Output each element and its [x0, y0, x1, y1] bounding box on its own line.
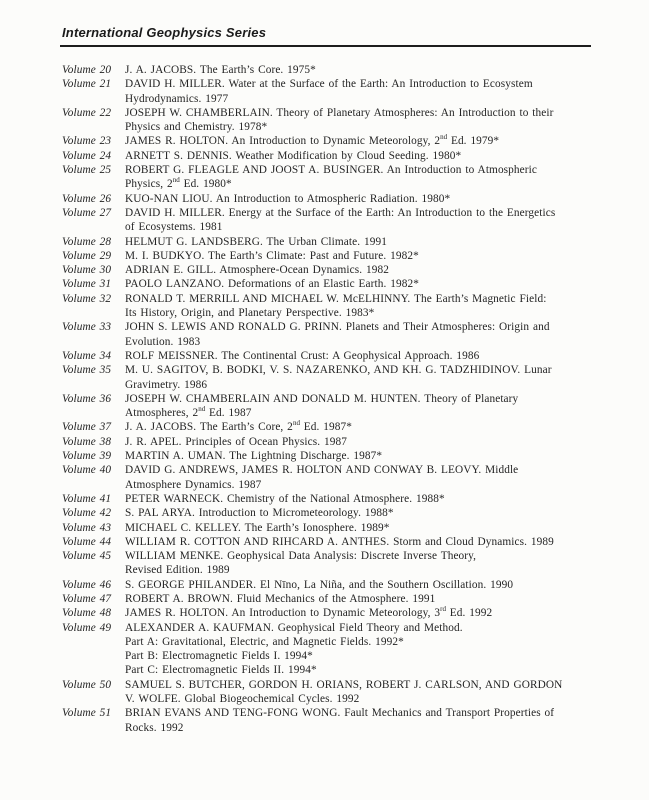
text-line: Part A: Gravitational, Electric, and Magnetic Fields. 1992* [125, 635, 404, 648]
volume-entry [62, 77, 599, 106]
text-line: Hydrodynamics. 1977 [125, 92, 229, 105]
volume-text [125, 392, 599, 421]
volume-label: Volume 31 [62, 278, 112, 291]
volume-label: Volume 42 [62, 507, 112, 520]
volume-label: Volume 28 [62, 235, 112, 248]
volume-entry [62, 392, 599, 421]
volume-label: Volume 50 [62, 678, 112, 691]
volume-label: Volume 43 [62, 521, 112, 534]
text-line: SAMUEL S. BUTCHER, GORDON H. ORIANS, ROBERT J. CARLSON, AND GORDON [125, 678, 563, 691]
text-line: JOSEPH W. CHAMBERLAIN AND DONALD M. HUNTEN. Theory of Planetary [125, 392, 519, 405]
volume-entry [62, 506, 599, 520]
volume-label: Volume 29 [62, 249, 112, 262]
text-line: DAVID H. MILLER. Energy at the Surface of the Earth: An Introduction to the Energetics [125, 206, 556, 219]
text-line: of Ecosystems. 1981 [125, 221, 223, 234]
volume-text [125, 77, 599, 106]
volume-entry [62, 163, 599, 192]
text-line: Physics, 2nd Ed. 1980* [125, 176, 232, 191]
volume-text [125, 235, 599, 249]
volume-label: Volume 40 [62, 464, 112, 477]
volume-text [125, 492, 599, 506]
volume-label: Volume 32 [62, 292, 112, 305]
volume-entry [62, 192, 599, 206]
volume-label: Volume 36 [62, 392, 112, 405]
volume-entry [62, 249, 599, 263]
volume-text [125, 349, 599, 363]
text-line: Evolution. 1983 [125, 335, 201, 348]
header-rule [60, 45, 591, 47]
text-line: ADRIAN E. GILL. Atmosphere-Ocean Dynamics. 1982 [125, 264, 389, 277]
text-line: S. PAL ARYA. Introduction to Micrometeorology. 1988* [125, 507, 394, 520]
volume-label: Volume 44 [62, 535, 112, 548]
volume-text [125, 463, 599, 492]
volume-label: Volume 35 [62, 364, 112, 377]
page-header [62, 26, 599, 47]
volume-text [125, 149, 599, 163]
volume-entry [62, 363, 599, 392]
ordinal-superscript: nd [292, 419, 300, 428]
volume-label: Volume 49 [62, 621, 112, 634]
volume-label: Volume 26 [62, 192, 112, 205]
volume-text [125, 163, 599, 192]
volume-text [125, 449, 599, 463]
text-line: Gravimetry. 1986 [125, 378, 208, 391]
volume-entry [62, 277, 599, 291]
volume-entry [62, 263, 599, 277]
volume-label: Volume 21 [62, 78, 112, 91]
volume-entry [62, 492, 599, 506]
volume-entry [62, 106, 599, 135]
volume-text [125, 578, 599, 592]
series-title: International Geophysics Series [62, 25, 267, 40]
volume-entry [62, 320, 599, 349]
volume-entry [62, 149, 599, 163]
volume-entry [62, 549, 599, 578]
volume-text [125, 521, 599, 535]
volume-entry [62, 592, 599, 606]
volume-entry [62, 449, 599, 463]
volume-entry [62, 435, 599, 449]
volume-entry [62, 63, 599, 77]
volume-text [125, 678, 599, 707]
volume-label: Volume 41 [62, 492, 112, 505]
volume-entry [62, 463, 599, 492]
text-line: Its History, Origin, and Planetary Perspective. 1983* [125, 307, 375, 320]
text-line: V. WOLFE. Global Biogeochemical Cycles. 1992 [125, 693, 360, 706]
text-line: J. R. APEL. Principles of Ocean Physics. 1987 [125, 435, 348, 448]
text-line: Atmosphere Dynamics. 1987 [125, 478, 262, 491]
text-line: JAMES R. HOLTON. An Introduction to Dynamic Meteorology, 2nd Ed. 1979* [125, 133, 500, 148]
text-line: PETER WARNECK. Chemistry of the National Atmosphere. 1988* [125, 492, 445, 505]
volume-label: Volume 30 [62, 264, 112, 277]
volume-label: Volume 38 [62, 435, 112, 448]
volume-entry [62, 134, 599, 148]
ordinal-superscript: nd [440, 133, 448, 142]
volume-text [125, 292, 599, 321]
volume-text [125, 606, 599, 620]
text-line: Physics and Chemistry. 1978* [125, 121, 268, 134]
volume-label: Volume 37 [62, 421, 112, 434]
text-line: ARNETT S. DENNIS. Weather Modification by Cloud Seeding. 1980* [125, 149, 462, 162]
text-line: DAVID H. MILLER. Water at the Surface of the Earth: An Introduction to Ecosystem [125, 78, 533, 91]
text-line: WILLIAM MENKE. Geophysical Data Analysis: Discrete Inverse Theory, [125, 550, 477, 563]
volume-label: Volume 45 [62, 550, 112, 563]
text-line: HELMUT G. LANDSBERG. The Urban Climate. 1991 [125, 235, 387, 248]
text-line: ROBERT G. FLEAGLE AND JOOST A. BUSINGER. An Introduction to Atmospheric [125, 164, 538, 177]
volume-entry [62, 235, 599, 249]
text-line: M. U. SAGITOV, B. BODKI, V. S. NAZARENKO, AND KH. G. TADZHIDINOV. Lunar [125, 364, 552, 377]
text-line: ALEXANDER A. KAUFMAN. Geophysical Field Theory and Method. [125, 621, 463, 634]
volume-text [125, 506, 599, 520]
volume-label: Volume 48 [62, 607, 112, 620]
volume-list [62, 63, 599, 735]
volume-entry [62, 420, 599, 434]
text-line: Atmospheres, 2nd Ed. 1987 [125, 405, 252, 420]
volume-text [125, 592, 599, 606]
volume-entry [62, 349, 599, 363]
text-line: JOHN S. LEWIS AND RONALD G. PRINN. Planets and Their Atmospheres: Origin and [125, 321, 550, 334]
text-line: ROBERT A. BROWN. Fluid Mechanics of the Atmosphere. 1991 [125, 592, 436, 605]
volume-entry [62, 206, 599, 235]
volume-entry [62, 521, 599, 535]
volume-text [125, 420, 599, 434]
volume-text [125, 363, 599, 392]
text-line: MICHAEL C. KELLEY. The Earth’s Ionosphere. 1989* [125, 521, 390, 534]
volume-text [125, 277, 599, 291]
volume-entry [62, 621, 599, 678]
text-line: M. I. BUDKYO. The Earth’s Climate: Past and Future. 1982* [125, 249, 419, 262]
text-line: J. A. JACOBS. The Earth’s Core, 2nd Ed. 1987* [125, 419, 353, 434]
volume-entry [62, 578, 599, 592]
text-line: ROLF MEISSNER. The Continental Crust: A Geophysical Approach. 1986 [125, 349, 480, 362]
ordinal-superscript: nd [198, 405, 206, 414]
volume-label: Volume 24 [62, 149, 112, 162]
text-line: S. GEORGE PHILANDER. El Nīno, La Niña, and the Southern Oscillation. 1990 [125, 578, 514, 591]
volume-label: Volume 27 [62, 206, 112, 219]
text-line: Rocks. 1992 [125, 721, 184, 734]
volume-text [125, 435, 599, 449]
volume-label: Volume 51 [62, 707, 112, 720]
volume-label: Volume 33 [62, 321, 112, 334]
text-line: Revised Edition. 1989 [125, 564, 230, 577]
volume-label: Volume 34 [62, 349, 112, 362]
volume-text [125, 249, 599, 263]
volume-text [125, 549, 599, 578]
text-line: J. A. JACOBS. The Earth’s Core. 1975* [125, 64, 316, 76]
volume-text [125, 106, 599, 135]
volume-text [125, 206, 599, 235]
text-line: Part B: Electromagnetic Fields I. 1994* [125, 650, 313, 663]
volume-text [125, 706, 599, 735]
volume-text [125, 192, 599, 206]
volume-text [125, 63, 599, 77]
volume-entry [62, 292, 599, 321]
text-line: PAOLO LANZANO. Deformations of an Elastic Earth. 1982* [125, 278, 419, 291]
volume-text [125, 621, 599, 678]
ordinal-superscript: nd [172, 176, 180, 185]
volume-label: Volume 22 [62, 106, 112, 119]
volume-label: Volume 23 [62, 135, 112, 148]
volume-entry [62, 606, 599, 620]
volume-label: Volume 25 [62, 164, 112, 177]
text-line: RONALD T. MERRILL AND MICHAEL W. McELHINNY. The Earth’s Magnetic Field: [125, 292, 547, 305]
text-line: JOSEPH W. CHAMBERLAIN. Theory of Planetary Atmospheres: An Introduction to their [125, 106, 554, 119]
text-line: DAVID G. ANDREWS, JAMES R. HOLTON AND CONWAY B. LEOVY. Middle [125, 464, 519, 477]
text-line: JAMES R. HOLTON. An Introduction to Dynamic Meteorology, 3rd Ed. 1992 [125, 605, 493, 620]
ordinal-superscript: rd [440, 605, 446, 614]
volume-label: Volume 46 [62, 578, 112, 591]
volume-label: Volume 39 [62, 450, 112, 463]
volume-text [125, 535, 599, 549]
volume-text [125, 320, 599, 349]
volume-entry [62, 706, 599, 735]
text-line: BRIAN EVANS AND TENG-FONG WONG. Fault Mechanics and Transport Properties of [125, 707, 555, 720]
volume-text [125, 263, 599, 277]
volume-label: Volume 47 [62, 592, 112, 605]
text-line: WILLIAM R. COTTON AND RIHCARD A. ANTHES. Storm and Cloud Dynamics. 1989 [125, 535, 554, 548]
text-line: KUO-NAN LIOU. An Introduction to Atmospheric Radiation. 1980* [125, 192, 451, 205]
volume-text [125, 134, 599, 148]
volume-entry [62, 535, 599, 549]
text-line: MARTIN A. UMAN. The Lightning Discharge. 1987* [125, 450, 383, 463]
text-line: Part C: Electromagnetic Fields II. 1994* [125, 664, 317, 677]
volume-entry [62, 678, 599, 707]
volume-label: Volume 20 [62, 64, 112, 76]
